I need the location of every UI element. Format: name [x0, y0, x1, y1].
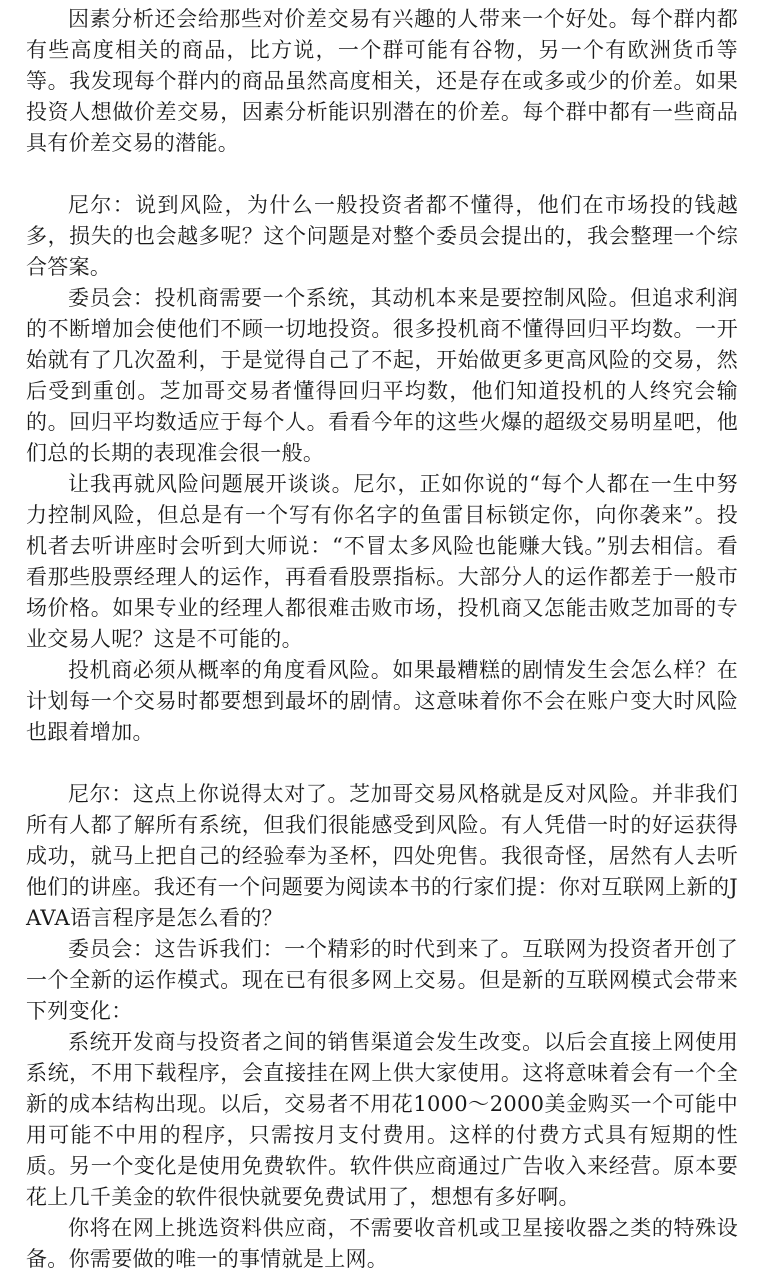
paragraph-risk-discussion: 让我再就风险问题展开谈谈。尼尔，正如你说的“每个人都在一生中努力控制风险，但总是有一个写有你名字的鱼雷目标锁定你，向你袭来”。投机者去听讲座时会听到大师说：“不冒太多风险也能赚大钱。”别去相信。看看那些股票经理人的运作，再看看股票指标。大部分人的运作都差于一般市场价格。如果专业的经理人都很难击败市场，投机商又怎能击败芝加哥的专业交易人呢？这是不可能的。 — [26, 472, 738, 651]
paragraph-committee-internet-answer: 委员会：这告诉我们：一个精彩的时代到来了。互联网为投资者开创了一个全新的运作模式。现在已有很多网上交易。但是新的互联网模式会带来下列变化： — [26, 937, 738, 1023]
book-page — [26, 4, 738, 1275]
paragraph-spread-trading: 因素分析还会给那些对价差交易有兴趣的人带来一个好处。每个群内都有些高度相关的商品，比方说，一个群可能有谷物，另一个有欧洲货币等等。我发现每个群内的商品虽然高度相关，还是存在或多或少的价差。如果投资人想做价差交易，因素分析能识别潜在的价差。每个群中都有一些商品具有价差交易的潜能。 — [26, 7, 738, 155]
paragraph-gap — [26, 159, 738, 190]
paragraph-gap — [26, 748, 738, 779]
paragraph-sales-channel-change: 系统开发商与投资者之间的销售渠道会发生改变。以后会直接上网使用系统，不用下载程序，会直接挂在网上供大家使用。这将意味着会有一个全新的成本结构出现。以后，交易者不用花1000～2000美金购买一个可能中用可能不中用的程序，只需按月支付费用。这样的付费方式具有短期的性质。另一个变化是使用免费软件。软件供应商通过广告收入来经营。原本要花上几千美金的软件很快就要免费试用了，想想有多好啊。 — [26, 1030, 738, 1209]
paragraph-committee-risk-answer: 委员会：投机商需要一个系统，其动机本来是要控制风险。但追求利润的不断增加会使他们不顾一切地投资。很多投机商不懂得回归平均数。一开始就有了几次盈利，于是觉得自己了不起，开始做更多更高风险的交易，然后受到重创。芝加哥交易者懂得回归平均数，他们知道投机的人终究会输的。回归平均数适应于每个人。看看今年的这些火爆的超级交易明星吧，他们总的长期的表现准会很一般。 — [26, 286, 738, 465]
paragraph-data-vendor-online: 你将在网上挑选资料供应商，不需要收音机或卫星接收器之类的特殊设备。你需要做的唯一的事情就是上网。 — [26, 1216, 738, 1271]
paragraph-neil-risk-question: 尼尔：说到风险，为什么一般投资者都不懂得，他们在市场投的钱越多，损失的也会越多呢？这个问题是对整个委员会提出的，我会整理一个综合答案。 — [26, 193, 738, 279]
paragraph-probability-risk: 投机商必须从概率的角度看风险。如果最糟糕的剧情发生会怎么样？在计划每一个交易时都要想到最坏的剧情。这意味着你不会在账户变大时风险也跟着增加。 — [26, 658, 738, 744]
paragraph-neil-java-question: 尼尔：这点上你说得太对了。芝加哥交易风格就是反对风险。并非我们所有人都了解所有系统，但我们很能感受到风险。有人凭借一时的好运获得成功，就马上把自己的经验奉为圣杯，四处兜售。我很奇怪，居然有人去听他们的讲座。我还有一个问题要为阅读本书的行家们提：你对互联网上新的JAVA语言程序是怎么看的？ — [26, 782, 738, 930]
